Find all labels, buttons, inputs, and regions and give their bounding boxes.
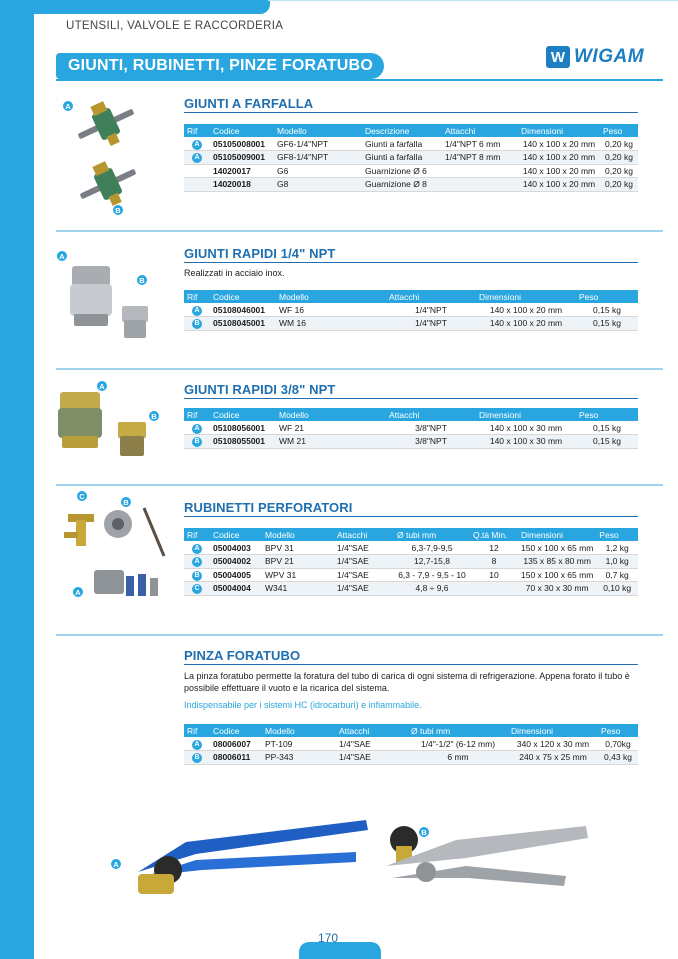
peso-cell: 0,15 kg	[576, 303, 638, 317]
col-header-rif: Rif	[187, 291, 198, 302]
table-row	[184, 164, 638, 178]
attacchi-cell: 1/4"SAE	[334, 568, 394, 582]
codice-cell: 05004003	[210, 541, 262, 555]
dimensioni-cell: 70 x 30 x 30 mm	[518, 582, 596, 596]
table-row	[184, 151, 638, 165]
section-title: RUBINETTI PERFORATORI	[184, 500, 353, 515]
product-table	[184, 528, 638, 596]
rif-cell	[184, 435, 210, 449]
peso-cell: 0,7 kg	[596, 568, 638, 582]
section-divider	[56, 230, 663, 232]
attacchi-cell: 1/4"SAE	[334, 582, 394, 596]
section-description: Realizzati in acciaio inox.	[184, 268, 285, 278]
dimensioni-cell: 140 x 100 x 20 mm	[476, 303, 576, 317]
dimensioni-cell: 240 x 75 x 25 mm	[508, 751, 598, 765]
locking-pliers-b-image	[366, 806, 596, 906]
col-header-attacchi: Attacchi	[389, 291, 420, 302]
peso-cell: 0,43 kg	[598, 751, 638, 765]
section-divider	[56, 368, 663, 370]
descrizione-cell: Giunti a farfalla	[362, 151, 442, 165]
dimensioni-cell: 140 x 100 x 20 mm	[476, 317, 576, 331]
attacchi-cell: 1/4"SAE	[336, 737, 408, 751]
table-row	[184, 582, 638, 596]
modello-cell: PP-343	[262, 751, 336, 765]
codice-cell: 14020017	[210, 164, 274, 178]
modello-cell: WF 21	[276, 421, 386, 435]
col-header-rif: Rif	[187, 529, 198, 540]
col-header-modello: Modello	[277, 125, 307, 136]
image-badge-a: A	[96, 380, 108, 392]
dimensioni-cell: 140 x 100 x 20 mm	[518, 151, 600, 165]
table-row	[184, 178, 638, 192]
section-pinza-foratubo	[56, 642, 663, 932]
rif-badge: B	[192, 319, 202, 329]
rif-badge: A	[192, 424, 202, 434]
corner-tab	[0, 0, 270, 14]
col-header-dimensioni: Dimensioni	[511, 725, 554, 736]
col-header-dimensioni: Dimensioni	[479, 409, 522, 420]
col-header-rif: Rif	[187, 725, 198, 736]
col-header-modello: Modello	[279, 409, 309, 420]
section-giunti-farfalla	[56, 88, 663, 228]
modello-cell: BPV 31	[262, 541, 334, 555]
modello-cell: G6	[274, 164, 362, 178]
rif-cell	[184, 751, 210, 765]
col-header-codice: Codice	[213, 291, 240, 302]
peso-cell: 0,10 kg	[596, 582, 638, 596]
quick-coupler-14-image	[66, 248, 158, 348]
image-badge-b: B	[418, 826, 430, 838]
page-number-tab	[299, 942, 381, 959]
col-header-peso: Peso	[579, 291, 599, 302]
rif-cell	[184, 568, 210, 582]
table-row	[184, 751, 638, 765]
rif-cell	[184, 137, 210, 151]
modello-cell: GF6-1/4"NPT	[274, 137, 362, 151]
col-header-qta-min: Q.tà Min.	[473, 529, 508, 540]
attacchi-cell: 1/4"NPT 8 mm	[442, 151, 518, 165]
table-row	[184, 435, 638, 449]
section-title-rule	[184, 112, 638, 113]
product-table	[184, 724, 638, 765]
col-header-codice: Codice	[213, 409, 240, 420]
page-number: 170	[318, 931, 339, 945]
table-header-row	[184, 528, 638, 541]
table-header-row	[184, 124, 638, 137]
qta-min-cell: 8	[470, 555, 518, 569]
col-header-modello: Modello	[265, 529, 295, 540]
image-badge-b: B	[148, 410, 160, 422]
tubi-cell: 6,3-7,9-9,5	[394, 541, 470, 555]
section-title-rule	[184, 516, 638, 517]
section-giunti-rapidi-14	[56, 236, 663, 366]
attacchi-cell	[442, 164, 518, 178]
section-title-rule	[184, 664, 638, 665]
dimensioni-cell: 135 x 85 x 80 mm	[518, 555, 596, 569]
modello-cell: W341	[262, 582, 334, 596]
section-title: GIUNTI A FARFALLA	[184, 96, 314, 111]
dimensioni-cell: 150 x 100 x 65 mm	[518, 568, 596, 582]
codice-cell: 05108055001	[210, 435, 276, 449]
dimensioni-cell: 140 x 100 x 30 mm	[476, 421, 576, 435]
col-header-modello: Modello	[265, 725, 295, 736]
tubi-cell: 1/4"-1/2" (6-12 mm)	[408, 737, 508, 751]
peso-cell: 0,20 kg	[600, 164, 638, 178]
rif-cell	[184, 582, 210, 596]
section-divider	[56, 634, 663, 636]
peso-cell: 0,20 kg	[600, 151, 638, 165]
codice-cell: 05108056001	[210, 421, 276, 435]
col-header-rif: Rif	[187, 125, 198, 136]
table-header-row	[184, 724, 638, 737]
descrizione-cell: Giunti a farfalla	[362, 137, 442, 151]
section-divider	[56, 484, 663, 486]
descrizione-cell: Guarnizione Ø 6	[362, 164, 442, 178]
logo-mark-icon: W	[546, 46, 570, 68]
col-header-attacchi: Attacchi	[337, 529, 368, 540]
section-note: Indispensabile per i sistemi HC (idrocarburi) e infiammabile.	[184, 700, 422, 710]
product-table	[184, 408, 638, 449]
table-row	[184, 737, 638, 751]
rif-badge: A	[192, 153, 202, 163]
rif-cell	[184, 303, 210, 317]
rif-cell	[184, 178, 210, 192]
qta-min-cell	[470, 582, 518, 596]
modello-cell: WM 16	[276, 317, 386, 331]
rif-badge: A	[192, 544, 202, 554]
col-header-rif: Rif	[187, 409, 198, 420]
peso-cell: 0,15 kg	[576, 317, 638, 331]
col-header-tubi: Ø tubi mm	[411, 725, 451, 736]
qta-min-cell: 12	[470, 541, 518, 555]
rif-cell	[184, 317, 210, 331]
table-row	[184, 541, 638, 555]
brand-logo	[546, 46, 644, 68]
section-title-rule	[184, 398, 638, 399]
table-row	[184, 303, 638, 317]
rif-badge: A	[192, 140, 202, 150]
modello-cell: GF8-1/4"NPT	[274, 151, 362, 165]
tube-piercing-pliers-a-image	[116, 812, 376, 902]
codice-cell: 05004005	[210, 568, 262, 582]
dimensioni-cell: 140 x 100 x 20 mm	[518, 164, 600, 178]
peso-cell: 0,20 kg	[600, 178, 638, 192]
image-badge-a: A	[62, 100, 74, 112]
modello-cell: WM 21	[276, 435, 386, 449]
descrizione-cell: Guarnizione Ø 8	[362, 178, 442, 192]
col-header-attacchi: Attacchi	[339, 725, 370, 736]
top-rule	[268, 0, 678, 1]
modello-cell: BPV 21	[262, 555, 334, 569]
codice-cell: 05004004	[210, 582, 262, 596]
tubi-cell: 12,7-15,8	[394, 555, 470, 569]
rif-badge: B	[192, 753, 202, 763]
rif-cell	[184, 421, 210, 435]
qta-min-cell: 10	[470, 568, 518, 582]
col-header-codice: Codice	[213, 725, 240, 736]
col-header-attacchi: Attacchi	[389, 409, 420, 420]
col-header-descrizione: Descrizione	[365, 125, 410, 136]
attacchi-cell: 3/8"NPT	[386, 435, 476, 449]
rif-cell	[184, 164, 210, 178]
attacchi-cell: 1/4"NPT	[386, 303, 476, 317]
table-header-row	[184, 408, 638, 421]
tubi-cell: 6 mm	[408, 751, 508, 765]
modello-cell: WF 16	[276, 303, 386, 317]
quick-coupler-38-image	[56, 378, 166, 470]
attacchi-cell: 1/4"NPT 6 mm	[442, 137, 518, 151]
table-row	[184, 568, 638, 582]
attacchi-cell: 1/4"NPT	[386, 317, 476, 331]
table-header-row	[184, 290, 638, 303]
image-badge-a: A	[56, 250, 68, 262]
col-header-peso: Peso	[599, 529, 619, 540]
image-badge-c: C	[76, 490, 88, 502]
rif-badge: B	[192, 437, 202, 447]
tubi-cell: 4,8 ÷ 9,6	[394, 582, 470, 596]
peso-cell: 1,0 kg	[596, 555, 638, 569]
codice-cell: 08006011	[210, 751, 262, 765]
codice-cell: 05108046001	[210, 303, 276, 317]
table-row	[184, 555, 638, 569]
peso-cell: 0,70kg	[598, 737, 638, 751]
rif-badge: A	[192, 740, 202, 750]
product-table	[184, 124, 638, 192]
dimensioni-cell: 340 x 120 x 30 mm	[508, 737, 598, 751]
attacchi-cell: 3/8"NPT	[386, 421, 476, 435]
image-badge-b: B	[136, 274, 148, 286]
wing-coupler-image	[64, 92, 150, 214]
rif-badge: B	[192, 571, 202, 581]
image-badge-a: A	[110, 858, 122, 870]
attacchi-cell: 1/4"SAE	[336, 751, 408, 765]
section-giunti-rapidi-38	[56, 374, 663, 482]
rif-badge: A	[192, 557, 202, 567]
dimensioni-cell: 140 x 100 x 20 mm	[518, 178, 600, 192]
col-header-dimensioni: Dimensioni	[479, 291, 522, 302]
section-description: La pinza foratubo permette la foratura del tubo di carica di ogni sistema di refrigerazione. Appena forato il tubo è possibile effettuare il vuoto e la ricarica del sistema.	[184, 671, 630, 693]
title-underline	[56, 79, 663, 81]
table-row	[184, 421, 638, 435]
section-title: PINZA FORATUBO	[184, 648, 301, 663]
dimensioni-cell: 150 x 100 x 65 mm	[518, 541, 596, 555]
page-title-banner	[56, 53, 384, 79]
codice-cell: 05105008001	[210, 137, 274, 151]
col-header-peso: Peso	[579, 409, 599, 420]
running-head: UTENSILI, VALVOLE E RACCORDERIA	[66, 20, 284, 32]
image-badge-b: B	[120, 496, 132, 508]
col-header-codice: Codice	[213, 125, 240, 136]
product-table	[184, 290, 638, 331]
table-row	[184, 137, 638, 151]
codice-cell: 05108045001	[210, 317, 276, 331]
codice-cell: 14020018	[210, 178, 274, 192]
modello-cell: WPV 31	[262, 568, 334, 582]
codice-cell: 08006007	[210, 737, 262, 751]
section-rubinetti-perforatori	[56, 490, 663, 630]
col-header-codice: Codice	[213, 529, 240, 540]
col-header-modello: Modello	[279, 291, 309, 302]
image-badge-b: B	[112, 204, 124, 216]
rif-badge: A	[192, 306, 202, 316]
rif-cell	[184, 555, 210, 569]
side-color-bar	[0, 0, 34, 959]
attacchi-cell: 1/4"SAE	[334, 541, 394, 555]
codice-cell: 05105009001	[210, 151, 274, 165]
tubi-cell: 6,3 - 7,9 - 9,5 - 10	[394, 568, 470, 582]
rif-badge: C	[192, 584, 202, 594]
rif-cell	[184, 541, 210, 555]
modello-cell: PT-109	[262, 737, 336, 751]
dimensioni-cell: 140 x 100 x 30 mm	[476, 435, 576, 449]
dimensioni-cell: 140 x 100 x 20 mm	[518, 137, 600, 151]
peso-cell: 1,2 kg	[596, 541, 638, 555]
col-header-dimensioni: Dimensioni	[521, 529, 564, 540]
rif-cell	[184, 737, 210, 751]
peso-cell: 0,15 kg	[576, 421, 638, 435]
col-header-tubi: Ø tubi mm	[397, 529, 437, 540]
col-header-peso: Peso	[603, 125, 623, 136]
section-title-rule	[184, 262, 638, 263]
peso-cell: 0,15 kg	[576, 435, 638, 449]
codice-cell: 05004002	[210, 555, 262, 569]
col-header-dimensioni: Dimensioni	[521, 125, 564, 136]
table-row	[184, 317, 638, 331]
peso-cell: 0,20 kg	[600, 137, 638, 151]
page-title: GIUNTI, RUBINETTI, PINZE FORATUBO	[68, 57, 373, 74]
section-title: GIUNTI RAPIDI 3/8" NPT	[184, 382, 336, 397]
col-header-peso: Peso	[601, 725, 621, 736]
modello-cell: G8	[274, 178, 362, 192]
rif-cell	[184, 151, 210, 165]
col-header-attacchi: Attacchi	[445, 125, 476, 136]
logo-text: WIGAM	[574, 46, 645, 67]
section-title: GIUNTI RAPIDI 1/4" NPT	[184, 246, 336, 261]
attacchi-cell	[442, 178, 518, 192]
attacchi-cell: 1/4"SAE	[334, 555, 394, 569]
image-badge-a: A	[72, 586, 84, 598]
